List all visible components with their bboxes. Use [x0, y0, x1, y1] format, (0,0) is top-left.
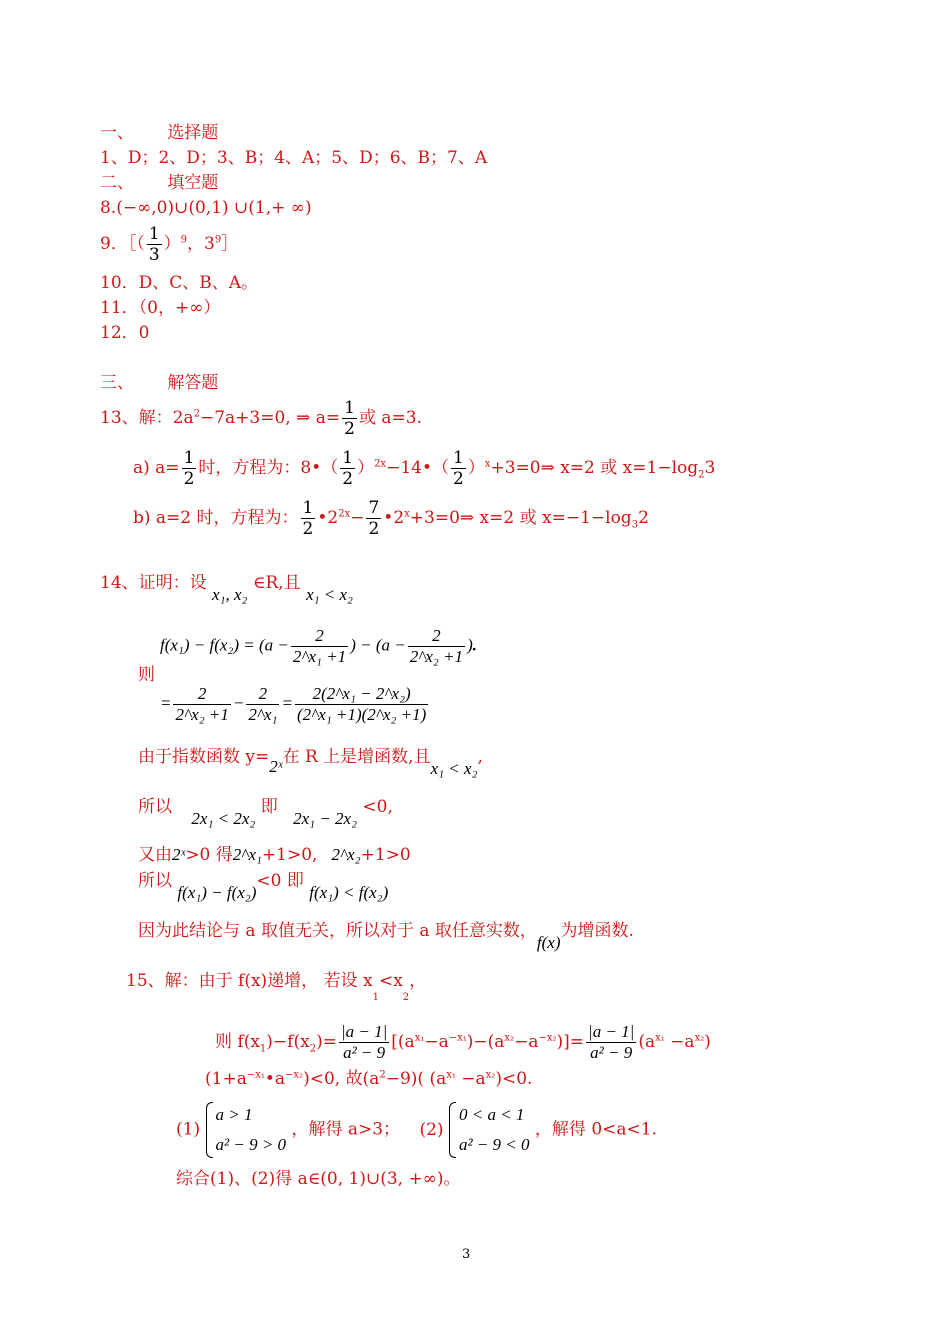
- choice-answers: 1、D；2、D；3、B；4、A；5、D；6、B；7、A: [100, 148, 488, 168]
- q15-l2f: )<0.: [495, 1069, 533, 1089]
- q14-reason1c: ,: [477, 747, 483, 767]
- q13-line: [100, 398, 422, 439]
- q13a-frac2-num: 1: [342, 448, 354, 468]
- q9-frac-den: 3: [148, 245, 160, 265]
- q14-so-label: 所以: [138, 797, 172, 817]
- q15-br4: −a: [514, 1032, 539, 1052]
- q13a-frac2-den: 2: [342, 469, 354, 489]
- q14-also-line: [138, 844, 411, 866]
- q14-diff-mid: ) − (a −: [350, 635, 406, 655]
- q14-frac3: [173, 684, 230, 725]
- q15-p-e-x1: x₁: [655, 1032, 665, 1044]
- q13a-text4: ）: [467, 458, 485, 478]
- q13a-text5: +3=0⇒ x=2 或 x=1−log: [490, 458, 699, 478]
- section-1-number: 一、: [100, 123, 134, 143]
- q14-eq-line: [160, 684, 430, 725]
- q13b-exp2: x: [404, 508, 410, 520]
- q14-diff-end: ): [467, 635, 473, 655]
- q9-sep: ，3: [187, 234, 215, 254]
- q15-line2: [205, 1068, 532, 1090]
- q15-then: 则 f(x: [215, 1032, 260, 1052]
- q14-pow-x2: 2^x₂: [331, 845, 361, 864]
- q15-sub1: 1: [372, 992, 379, 1004]
- q15-sub2: 2: [402, 992, 410, 1004]
- q14-intro: 14、证明：设: [100, 573, 207, 593]
- q13b-frac1-num: 1: [302, 498, 314, 518]
- q14-reason-ineq: x₁ < x₂: [430, 759, 478, 778]
- q9-exp1: 9: [180, 234, 188, 246]
- q14-eq2: =: [281, 693, 293, 713]
- q15-frac2: [586, 1022, 636, 1063]
- q15-br3: )−(a: [466, 1032, 505, 1052]
- q14-frac4-num: 2: [246, 684, 279, 705]
- section-2-heading: [100, 172, 218, 194]
- q13a-text1: 时，方程为：8•（: [198, 458, 339, 478]
- q15-c1-b: a² − 9 > 0: [215, 1135, 287, 1154]
- q13a-label: a) a=: [133, 458, 180, 478]
- q15-l2d: −9)( (a: [385, 1069, 447, 1089]
- q15-frac1-den: a² − 9: [343, 1043, 386, 1062]
- answer-q12: 12．0: [100, 323, 150, 343]
- q13b-label: b) a=2 时，方程为：: [133, 508, 299, 528]
- q13b-text2: •2: [383, 508, 405, 528]
- q15-br1: [(a: [391, 1032, 415, 1052]
- q14-frac4: [246, 684, 279, 725]
- q15-l2b: •a: [264, 1069, 286, 1089]
- section-2-number: 二、: [100, 173, 134, 193]
- answer-q9: [100, 224, 238, 265]
- q13b-frac2-den: 2: [368, 519, 380, 539]
- q15-p1: (a: [638, 1032, 656, 1052]
- q15-c2-a: 0 < a < 1: [458, 1105, 525, 1124]
- q9-frac-num: 1: [148, 224, 160, 244]
- q14-frac5: [295, 684, 428, 725]
- q13-case-a: [133, 448, 715, 489]
- q14-so-diff: 2x₁ − 2x₂: [293, 809, 357, 828]
- q14-so2-ineq: f(x₁) < f(x₂): [309, 883, 389, 902]
- q13-eq: −7a+3=0, ⇒ a=: [199, 408, 341, 428]
- q15-comma: ，: [409, 971, 427, 991]
- q14-intro-line: [100, 572, 353, 604]
- q13b-sub: 3: [631, 519, 639, 531]
- q15-e-x1: x₁: [414, 1032, 425, 1044]
- q15-then-line: [215, 1022, 711, 1063]
- q14-frac2-den: 2^x₂ +1: [409, 647, 464, 666]
- q15-l2-e-x2: x₂: [485, 1069, 496, 1081]
- q14-ineq: x₁ < x₂: [306, 585, 353, 604]
- q13a-frac3-num: 1: [452, 448, 464, 468]
- q9-end: ］: [221, 234, 239, 254]
- q14-fx: f(x): [536, 933, 561, 952]
- q14-vars: x₁, x₂: [212, 585, 248, 604]
- q13a-exp1: 2x: [374, 458, 387, 470]
- answer-q8: 8.(−∞,0)∪(0,1) ∪(1,+ ∞): [100, 198, 312, 218]
- q15-e-x2: x₂: [504, 1032, 515, 1044]
- q15-l2-e-mx2: −x₂: [285, 1069, 304, 1081]
- q13b-frac1-den: 2: [302, 519, 314, 539]
- q13b-text3: +3=0⇒ x=2 或 x=−1−log: [409, 508, 632, 528]
- q14-plus1: +1>0,: [261, 845, 318, 865]
- q15-lt: <x: [378, 971, 403, 991]
- q13-square: 2: [193, 408, 200, 420]
- section-2-title: 填空题: [167, 173, 219, 193]
- q14-so-ineq: 2x₁ < 2x₂: [191, 809, 256, 828]
- q14-concl: 因为此结论与 a 取值无关，所以对于 a 取任意实数，: [138, 921, 537, 941]
- q14-frac4-den: 2^x₁: [248, 705, 278, 724]
- q15-l2-e-x1: x₁: [446, 1069, 456, 1081]
- q15-br5: )]=: [556, 1032, 585, 1052]
- q13a-sub: 2: [698, 469, 705, 481]
- q13b-exp1: 2x: [338, 508, 351, 520]
- q13b-frac2: [366, 498, 381, 539]
- q13a-frac3-den: 2: [452, 469, 464, 489]
- q14-reason1: 由于指数函数 y=: [138, 747, 270, 767]
- section-1-title: 选择题: [167, 123, 219, 143]
- q15-c2-res: ，解得 0<a<1.: [534, 1119, 657, 1140]
- q14-diff-line: [160, 626, 477, 667]
- q15-c1-res: ，解得 a>3；: [291, 1119, 401, 1140]
- q15-frac1-num: |a − 1|: [340, 1022, 388, 1041]
- q14-lt0: <0,: [362, 797, 393, 817]
- q13-intro: 13、解：2a: [100, 408, 194, 428]
- q9-open: 9．［（: [100, 234, 145, 254]
- q15-then-sub1: 1: [259, 1043, 267, 1055]
- q13b-text1: •2: [317, 508, 339, 528]
- q14-exp-func: 2ˣ: [269, 757, 283, 776]
- q15-l2sq: 2: [379, 1069, 386, 1081]
- q15-frac2-num: |a − 1|: [588, 1022, 635, 1041]
- q14-gt0: >0 得: [185, 845, 233, 865]
- q15-intro: 15、解：由于 f(x)递增， 若设 x: [126, 971, 373, 991]
- q15-c1-a: a > 1: [215, 1105, 253, 1124]
- q15-l2c: )<0, 故(a: [303, 1069, 380, 1089]
- q13a-frac-den: 2: [183, 469, 195, 489]
- q15-then-b: )−f(x: [266, 1032, 310, 1052]
- q9-exp2: 9: [214, 234, 222, 246]
- q14-so2-diff: f(x₁) − f(x₂): [177, 883, 257, 902]
- q15-frac2-den: a² − 9: [590, 1043, 633, 1062]
- q14-frac5-den: (2^x₁ +1)(2^x₂ +1): [296, 705, 427, 724]
- q14-so2-mid: <0 即: [256, 871, 304, 891]
- q14-so2-line: [138, 870, 389, 902]
- q14-pow2: 2ˣ: [172, 845, 186, 864]
- q15-l2e: −a: [455, 1069, 486, 1089]
- q14-minus: −: [232, 693, 245, 713]
- q15-p3: ): [704, 1032, 711, 1052]
- q14-diff-lhs: f(x₁) − f(x₂) = (a −: [160, 635, 289, 655]
- q14-eq1: =: [160, 693, 172, 713]
- q15-p-e-x2: x₂: [694, 1032, 705, 1044]
- q13-case-b: [133, 498, 649, 539]
- q13a-exp2: x: [484, 458, 491, 470]
- q13b-end: 2: [638, 508, 649, 528]
- q13b-frac1: [301, 498, 316, 539]
- q15-c1-label: (1): [176, 1119, 201, 1140]
- q14-pow-x1: 2^x₁: [232, 845, 262, 864]
- q14-frac3-den: 2^x₂ +1: [175, 705, 229, 724]
- q14-frac1: [291, 626, 348, 667]
- q13a-frac3: [451, 448, 466, 489]
- q14-frac2-num: 2: [408, 626, 465, 647]
- q15-then-sub2: 2: [309, 1043, 317, 1055]
- q14-also: 又由: [138, 845, 172, 865]
- q13-fraction: [342, 398, 357, 439]
- page-number: 3: [462, 1247, 471, 1262]
- q15-c2-label: (2): [419, 1119, 444, 1140]
- q9-close-paren: ）: [163, 234, 181, 254]
- q14-in-r: ∈R,且: [252, 573, 301, 593]
- q14-reason-line: [138, 746, 483, 778]
- q14-concl-end: 为增函数.: [560, 921, 634, 941]
- q15-e-mx2: −x₂: [538, 1032, 557, 1044]
- q14-dot: .: [472, 635, 477, 655]
- q15-c2-system: [449, 1100, 530, 1160]
- q15-c2-b: a² − 9 < 0: [458, 1135, 530, 1154]
- q14-frac1-den: 2^x₁ +1: [292, 647, 347, 666]
- q15-e-mx1: −x₁: [448, 1032, 467, 1044]
- answer-q10: 10．D、C、B、A。: [100, 273, 259, 293]
- q14-so2-label: 所以: [138, 871, 172, 891]
- q15-p2: −a: [664, 1032, 695, 1052]
- q13-frac-num: 1: [344, 398, 355, 418]
- section-3-number: 三、: [100, 373, 134, 393]
- q15-frac1: [339, 1022, 389, 1063]
- q13a-text2: ）: [357, 458, 375, 478]
- q14-frac2: [408, 626, 465, 667]
- q13a-frac2: [340, 448, 355, 489]
- q13b-minus: −: [350, 508, 365, 528]
- q14-reason1b: 在 R 上是增函数,且: [282, 747, 431, 767]
- answer-q11: 11．（0，+∞）: [100, 298, 221, 318]
- q15-cases-line: [176, 1100, 657, 1160]
- q14-frac3-num: 2: [173, 684, 230, 705]
- section-1-heading: [100, 122, 218, 144]
- q9-fraction: [147, 224, 162, 265]
- q13a-frac: [182, 448, 197, 489]
- q14-ji: 即: [260, 797, 278, 817]
- q15-l2-e-mx1: −x₁: [246, 1069, 265, 1081]
- q15-l2a: (1+a: [205, 1069, 247, 1089]
- q15-intro-line: [126, 970, 427, 1004]
- q13a-frac-num: 1: [183, 448, 195, 468]
- q13b-frac2-num: 7: [368, 498, 380, 518]
- q14-then: 则: [138, 665, 155, 685]
- section-3-heading: [100, 372, 218, 394]
- q15-br2: −a: [424, 1032, 449, 1052]
- q13-tail: 或 a=3.: [358, 408, 422, 428]
- q13-frac-den: 2: [344, 419, 355, 439]
- q15-summary: 综合(1)、(2)得 a∈(0, 1)∪(3, +∞)。: [176, 1169, 461, 1189]
- q13a-text3: −14•（: [386, 458, 449, 478]
- q14-so-line: [138, 796, 393, 828]
- q15-then-c: )=: [316, 1032, 337, 1052]
- section-3-title: 解答题: [167, 373, 219, 393]
- q13a-end: 3: [704, 458, 716, 478]
- q15-c1-system: [206, 1100, 287, 1160]
- q14-frac1-num: 2: [291, 626, 348, 647]
- q14-conclusion: [138, 920, 634, 952]
- q14-frac5-num: 2(2^x₁ − 2^x₂): [295, 684, 428, 705]
- q14-plus1b: +1>0: [360, 845, 411, 865]
